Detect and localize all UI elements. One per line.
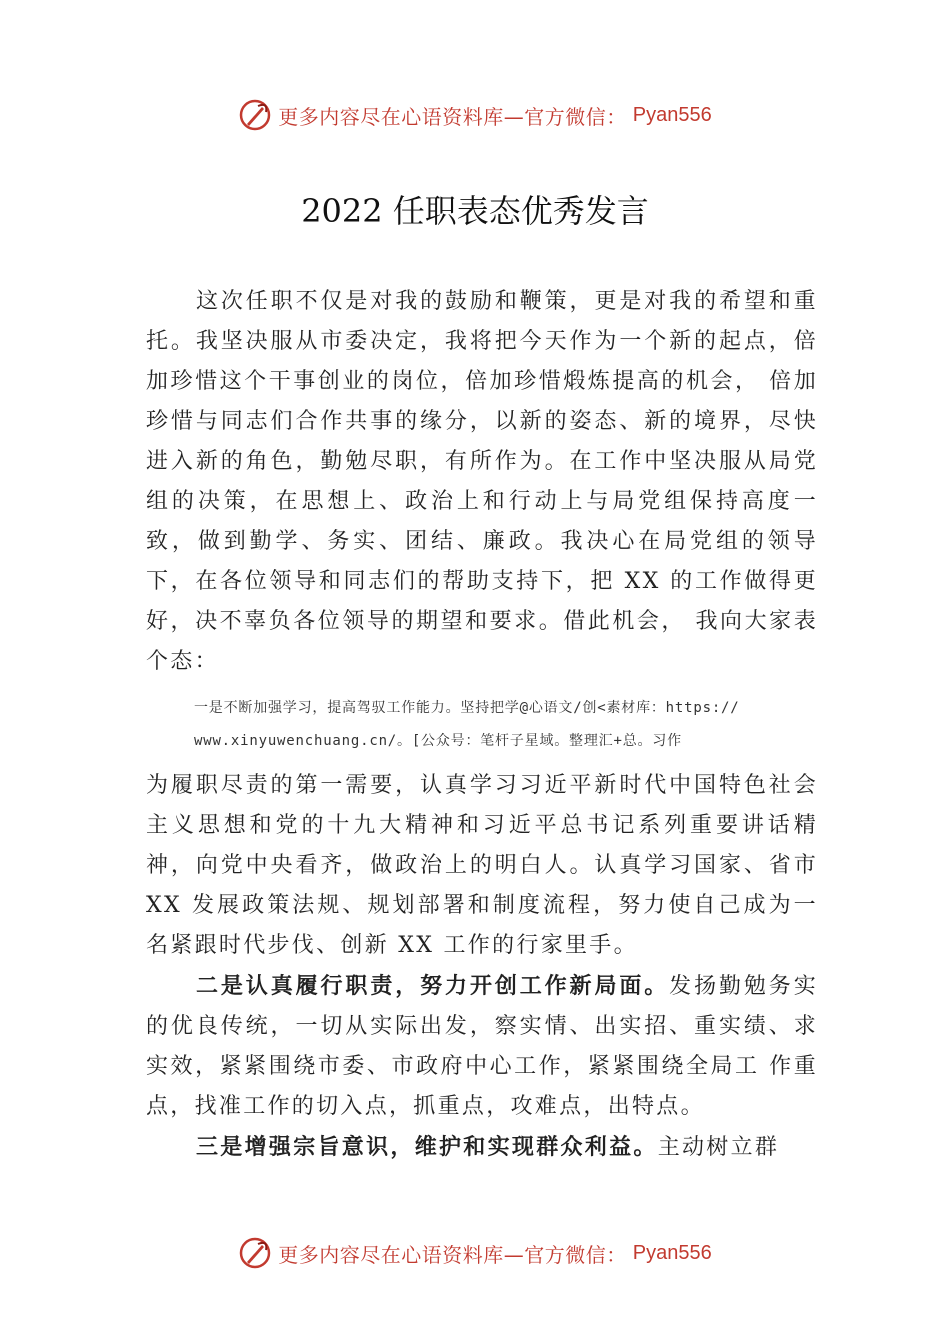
- paragraph-duty: [146, 966, 818, 1127]
- quill-logo-icon: [238, 98, 272, 132]
- watermark-text: 更多内容尽在心语资料库—官方微信：: [278, 1242, 627, 1267]
- paragraph-purpose-heading: 三是增强宗旨意识，维护和实现群众利益。: [196, 1134, 658, 1160]
- document-body: [146, 282, 818, 1168]
- paragraph-duty-heading: 二是认真履行职责，努力开创工作新局面。: [196, 973, 670, 999]
- watermark-header: [0, 98, 950, 132]
- watermark-text: 更多内容尽在心语资料库—官方微信：: [278, 104, 627, 129]
- watermark-wechat-id: Pyan556: [632, 1241, 712, 1264]
- watermark-wechat-id: Pyan556: [632, 103, 712, 126]
- quill-logo-icon: [238, 1236, 272, 1270]
- paragraph-purpose: [146, 1127, 818, 1168]
- watermark-footer: [0, 1236, 950, 1270]
- page-title: 2022 任职表态优秀发言: [301, 192, 649, 230]
- paragraph-purpose-text: 主动树立群: [657, 1135, 780, 1160]
- paragraph-study: 为履职尽责的第一需要，认真学习习近平新时代中国特色社会主义思想和党的十九大精神和习近平总书记系列重要讲话精神，向党中央看齐，做政治上的明白人。认真学习国家、省市 XX 发展政策法规、规划部署和制度流程，努力使自己成为一名紧跟时代步伐、创新 XX 工作的行家里手。: [146, 773, 818, 958]
- paragraph-duty-text: 发扬勤勉务实的优良传统，一切从实际出发，察实情、出实招、重实绩、求实效，紧紧围绕市委、市政府中心工作，紧紧围绕全局工 作重点，找准工作的切入点，抓重点，攻难点，出特点。: [146, 974, 818, 1119]
- paragraph-small-line-1: 一是不断加强学习，提高驾驭工作能力。坚持把学@心语文/创<素材库：https://: [194, 700, 740, 716]
- paragraph-small-line-2: www.xinyuwenchuang.cn/。[公众号：笔杆子星域。整理汇+总。习作: [194, 733, 682, 749]
- paragraph-intro: 这次任职不仅是对我的鼓励和鞭策，更是对我的希望和重托。我坚决服从市委决定，我将把今天作为一个新的起点，倍加珍惜这个干事创业的岗位，倍加珍惜煅炼提高的机会， 倍加珍惜与同志们合作共事的缘分，以新的姿态、新的境界，尽快进入新的角色，勤勉尽职，有所作为。在工作中坚决服从局党组的决策，在思想上、政治上和行动上与局党组保持高度一致，做到勤学、务实、团结、廉政。我决心在局党组的领导下，在各位领导和同志们的帮助支持下，把 XX 的工作做得更好，决不辜负各位领导的期望和要求。借此机会， 我向大家表个态：: [146, 289, 818, 674]
